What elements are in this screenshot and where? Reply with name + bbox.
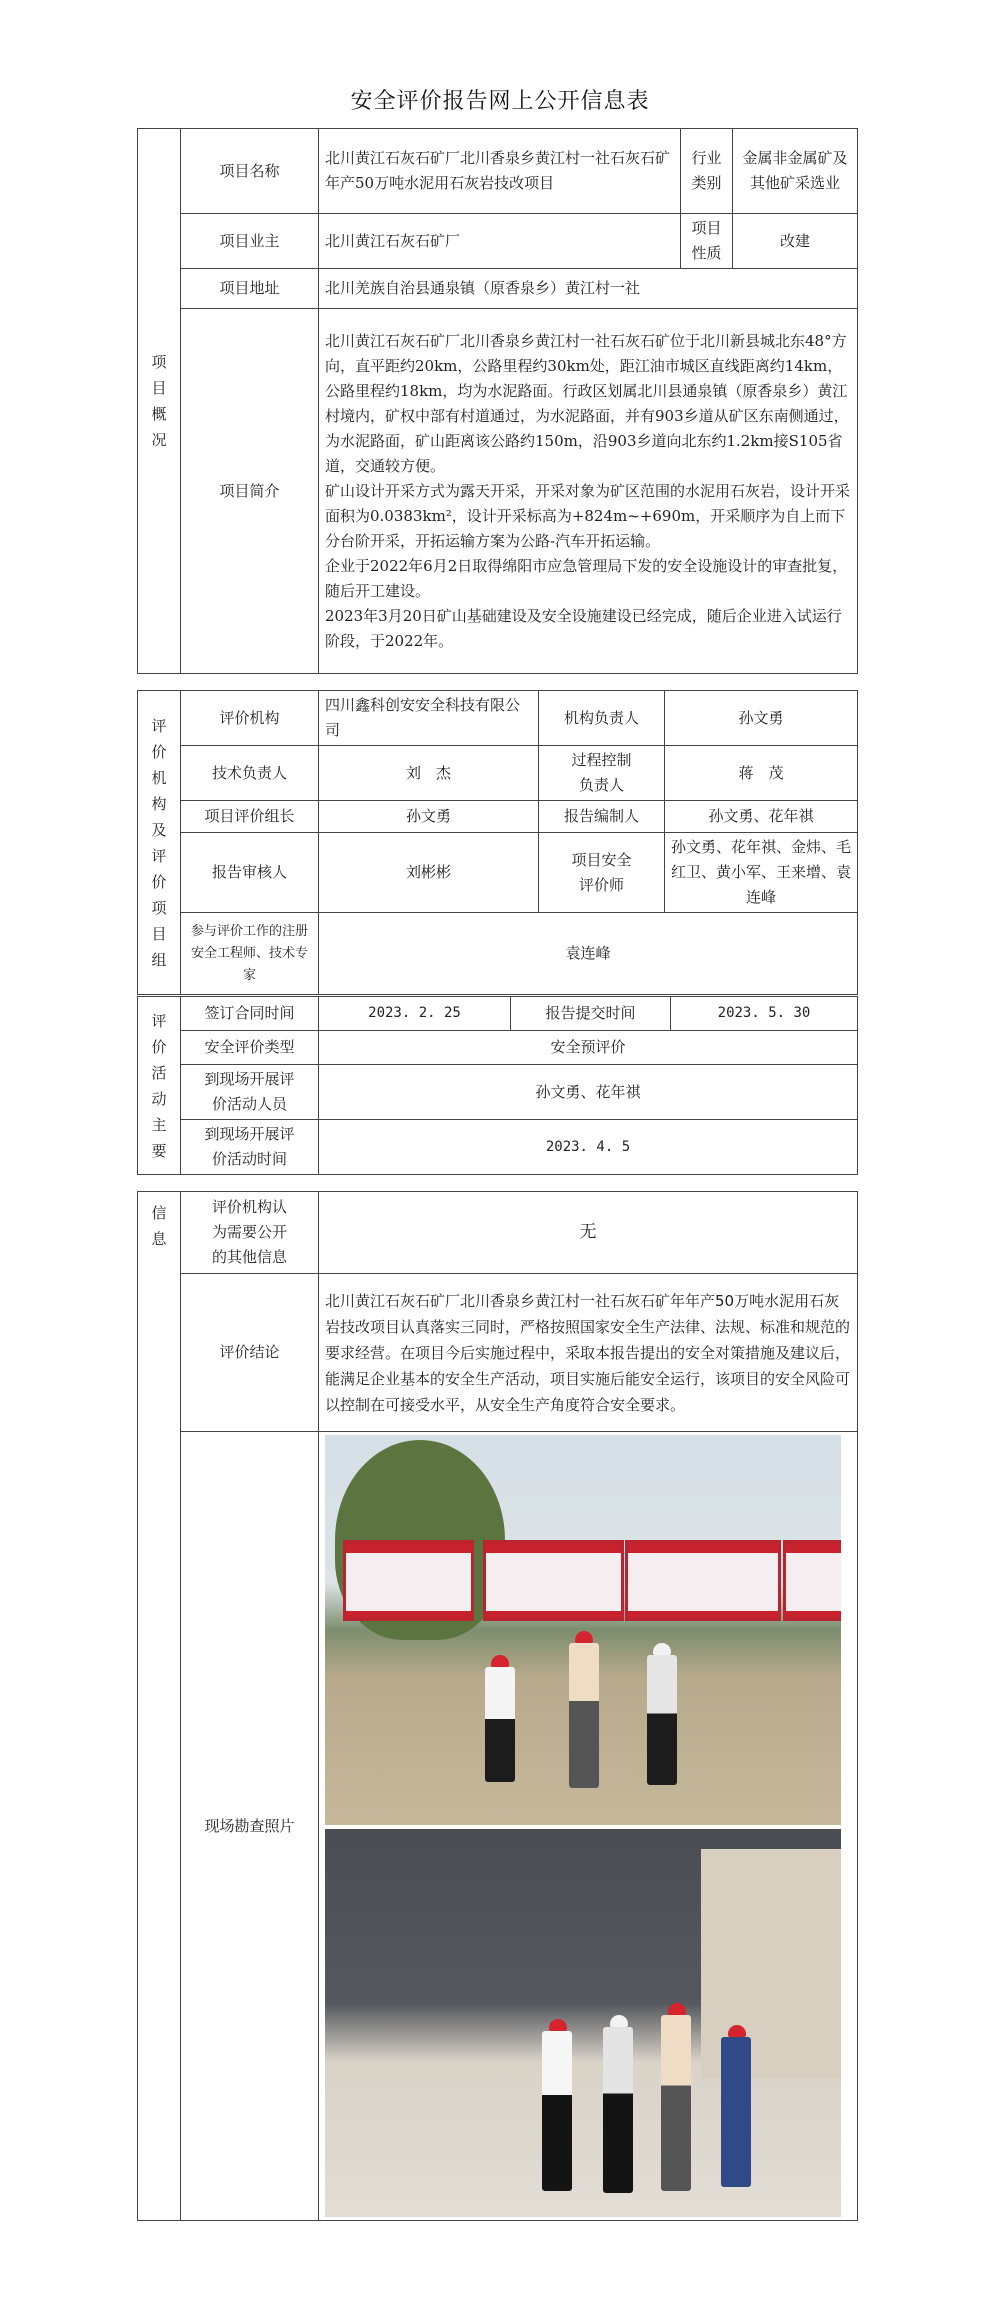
helmet-icon — [653, 1643, 671, 1655]
label-report-author: 报告编制人 — [539, 801, 665, 833]
label-nature: 项目性质 — [681, 214, 733, 269]
person-figure — [647, 1655, 677, 1785]
value-address: 北川羌族自治县通泉镇（原香泉乡）黄江村一社 — [319, 269, 858, 309]
value-nature: 改建 — [733, 214, 858, 269]
signboard — [343, 1540, 474, 1621]
helmet-icon — [491, 1655, 509, 1667]
intro-paragraph: 企业于2022年6月2日取得绵阳市应急管理局下发的安全设施设计的审查批复，随后开工建设。 — [325, 556, 848, 600]
value-site-staff: 孙文勇、花年祺 — [319, 1065, 858, 1120]
intro-paragraph: 2023年3月20日矿山基础建设及安全设施建设已经完成，随后企业进入试运行阶段，于2022年。 — [325, 606, 842, 650]
value-reviewer: 刘彬彬 — [319, 833, 539, 913]
value-other-info: 无 — [319, 1192, 858, 1274]
value-owner: 北川黄江石灰石矿厂 — [319, 214, 681, 269]
site-photo-signboards — [325, 1435, 841, 1825]
helmet-icon — [575, 1631, 593, 1643]
person-figure — [721, 2037, 751, 2187]
site-photo-quarry-face — [325, 1829, 841, 2217]
label-team-lead: 项目评价组长 — [181, 801, 319, 833]
label-contract-date: 签订合同时间 — [181, 997, 319, 1031]
label-other-info: 评价机构认为需要公开的其他信息 — [181, 1192, 319, 1274]
label-org: 评价机构 — [181, 691, 319, 746]
section-label-activity: 评价活动主要 — [138, 997, 181, 1175]
value-team-lead: 孙文勇 — [319, 801, 539, 833]
info-table-activity — [137, 996, 858, 1175]
label-site-staff: 到现场开展评价活动人员 — [181, 1065, 319, 1120]
label-photos: 现场勘查照片 — [181, 1432, 319, 2221]
value-conclusion: 北川黄江石灰石矿厂北川香泉乡黄江村一社石灰石矿年年产50万吨水泥用石灰岩技改项目认真落实三同时，严格按照国家安全生产法律、法规、标准和规范的要求经营。在项目今后实施过程中，采取本报告提出的安全对策措施及建议后，能满足企业基本的安全生产活动，项目实施后能安全运行，该项目的安全风险可以控制在可接受水平，从安全生产角度符合安全要求。 — [319, 1274, 858, 1432]
value-photos — [319, 1432, 858, 2221]
intro-paragraph: 矿山设计开采方式为露天开采，开采对象为矿区范围的水泥用石灰岩，设计开采面积为0.0383km²，设计开采标高为+824m~+690m，开采顺序为自上而下分台阶开采，开拓运输方案为公路-汽车开拓运输。 — [325, 481, 851, 550]
info-table-disclosure — [137, 1191, 858, 2221]
info-table-agency — [137, 690, 858, 995]
helmet-icon — [728, 2025, 746, 2037]
value-submit-date: 2023. 5. 30 — [671, 997, 858, 1031]
label-industry: 行业类别 — [681, 129, 733, 214]
value-tech-head: 刘 杰 — [319, 746, 539, 801]
page-title: 安全评价报告网上公开信息表 — [350, 89, 650, 114]
label-reviewer: 报告审核人 — [181, 833, 319, 913]
value-assessors: 孙文勇、花年祺、金炜、毛红卫、黄小军、王来增、袁连峰 — [665, 833, 858, 913]
signboard — [783, 1540, 841, 1621]
label-process-head: 过程控制负责人 — [539, 746, 665, 801]
helmet-icon — [610, 2015, 628, 2027]
intro-paragraph: 北川黄江石灰石矿厂北川香泉乡黄江村一社石灰石矿位于北川新县城北东48°方向，直平距约20km，公路里程约30km处，距江油市城区直线距离约14km，公路里程约18km，均为水泥路面。行政区划属北川县通泉镇（原香泉乡）黄江村境内，矿权中部有村道通过，为水泥路面，并有903乡道从矿区东南侧通过，为水泥路面，矿山距离该公路约150m，沿903乡道向北东约1.2km接S105省道，交通较方便。 — [325, 331, 849, 475]
value-project-name: 北川黄江石灰石矿厂北川香泉乡黄江村一社石灰石矿年产50万吨水泥用石灰岩技改项目 — [319, 129, 681, 214]
label-conclusion: 评价结论 — [181, 1274, 319, 1432]
label-engineers: 参与评价工作的注册安全工程师、技术专家 — [181, 913, 319, 995]
person-figure — [603, 2027, 633, 2193]
label-eval-type: 安全评价类型 — [181, 1031, 319, 1065]
value-site-date: 2023. 4. 5 — [319, 1120, 858, 1175]
label-assessors: 项目安全评价师 — [539, 833, 665, 913]
person-figure — [569, 1643, 599, 1788]
value-engineers: 袁连峰 — [319, 913, 858, 995]
info-table-main — [137, 128, 858, 674]
section-label-overview: 项目概况 — [138, 129, 181, 674]
helmet-icon — [668, 2003, 686, 2015]
label-org-head: 机构负责人 — [539, 691, 665, 746]
label-owner: 项目业主 — [181, 214, 319, 269]
person-figure — [485, 1667, 515, 1782]
value-org: 四川鑫科创安安全科技有限公司 — [319, 691, 539, 746]
label-intro: 项目简介 — [181, 309, 319, 674]
value-contract-date: 2023. 2. 25 — [319, 997, 511, 1031]
value-org-head: 孙文勇 — [665, 691, 858, 746]
signboard — [483, 1540, 624, 1621]
value-report-author: 孙文勇、花年祺 — [665, 801, 858, 833]
person-figure — [542, 2031, 572, 2191]
label-tech-head: 技术负责人 — [181, 746, 319, 801]
person-figure — [661, 2015, 691, 2191]
label-address: 项目地址 — [181, 269, 319, 309]
label-site-date: 到现场开展评价活动时间 — [181, 1120, 319, 1175]
section-label-info: 信息 — [138, 1192, 181, 2221]
label-project-name: 项目名称 — [181, 129, 319, 214]
value-industry: 金属非金属矿及其他矿采选业 — [733, 129, 858, 214]
value-eval-type: 安全预评价 — [319, 1031, 858, 1065]
value-process-head: 蒋 茂 — [665, 746, 858, 801]
signboard — [625, 1540, 781, 1621]
section-label-agency: 评价机构及评价项目组 — [138, 691, 181, 995]
label-submit-date: 报告提交时间 — [511, 997, 671, 1031]
helmet-icon — [549, 2019, 567, 2031]
value-intro — [319, 309, 858, 674]
